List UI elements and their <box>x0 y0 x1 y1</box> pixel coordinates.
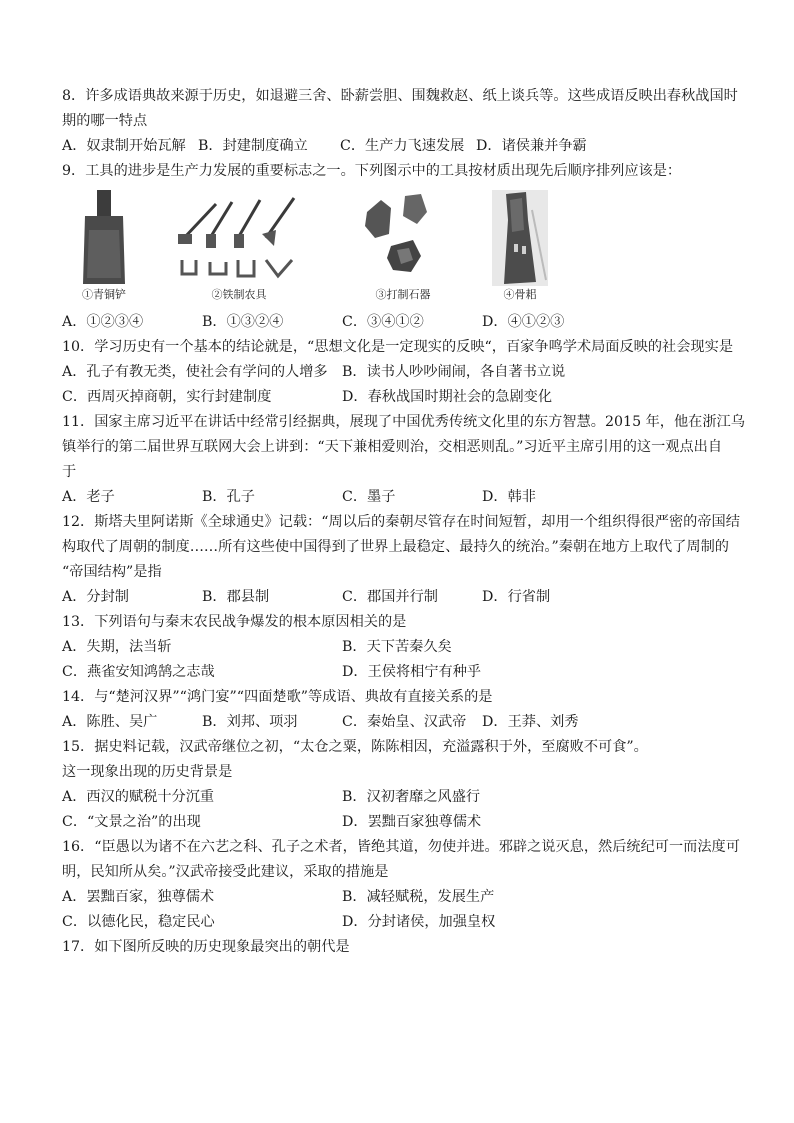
figure-chipped-stones <box>358 190 448 302</box>
option-a: A．奴隶制开始瓦解 <box>62 138 186 154</box>
option-d: D．诸侯兼并争霸 <box>476 138 587 154</box>
option-b: B．减轻赋税，发展生产 <box>342 889 495 905</box>
question-9 <box>62 159 734 335</box>
option-d: D．罢黜百家独尊儒术 <box>342 814 482 830</box>
option-d: D．王莽、刘秀 <box>482 714 579 730</box>
question-15-stem-line-1: 15．据史料记载，汉武帝继位之初，“太仓之粟，陈陈相因，充溢露积于外，至腐败不可食”。 <box>62 739 648 755</box>
question-12 <box>62 510 740 610</box>
question-11-stem-line-2: 镇举行的第二届世界互联网大会上讲到：“天下兼相爱则治，交相恶则乱。”习近平主席引用的这一观点出自 <box>62 439 723 455</box>
question-15-options-row-2 <box>62 810 734 835</box>
question-8-stem-line-1: 8．许多成语典故来源于历史，如退避三舍、卧薪尝胆、围魏救赵、纸上谈兵等。这些成语反映出春秋战国时 <box>62 88 738 104</box>
option-c: C．郡国并行制 <box>342 589 438 605</box>
question-16-stem-line-2: 明，民知所从矣。”汉武帝接受此建议，采取的措施是 <box>62 864 389 880</box>
question-13 <box>62 610 734 685</box>
tools-figure-row <box>62 190 734 310</box>
question-17 <box>62 935 734 960</box>
bronze-shovel-icon <box>81 190 127 286</box>
question-14-stem: 14．与“楚河汉界”“鸿门宴”“四面楚歌”等成语、典故有直接关系的是 <box>62 689 493 705</box>
option-a: A．分封制 <box>62 589 129 605</box>
option-a: A．陈胜、吴广 <box>62 714 158 730</box>
option-b: B．①③②④ <box>202 314 284 330</box>
option-b: B．孔子 <box>202 489 255 505</box>
option-c: C．燕雀安知鸿鹄之志哉 <box>62 664 215 680</box>
option-a: A．老子 <box>62 489 115 505</box>
option-b: B．郡县制 <box>202 589 270 605</box>
option-c: C．西周灭掉商朝，实行封建制度 <box>62 389 272 405</box>
option-c: C．③④①② <box>342 314 424 330</box>
bone-spade-icon <box>492 190 548 286</box>
option-d: D．行省制 <box>482 589 551 605</box>
option-b: B．汉初奢靡之风盛行 <box>342 789 481 805</box>
question-13-options-row-2 <box>62 660 734 685</box>
question-12-stem-line-3: “帝国结构”是指 <box>62 564 162 580</box>
question-8 <box>62 84 738 159</box>
option-c: C．秦始皇、汉武帝 <box>342 714 467 730</box>
question-13-stem: 13．下列语句与秦末农民战争爆发的根本原因相关的是 <box>62 614 407 630</box>
option-d: D．分封诸侯，加强皇权 <box>342 914 496 930</box>
chipped-stone-tools-icon <box>361 190 445 286</box>
question-10-options-row-1 <box>62 360 734 385</box>
question-11-stem-line-3: 于 <box>62 464 77 480</box>
option-d: D．春秋战国时期社会的急剧变化 <box>342 389 553 405</box>
question-16-options-row-2 <box>62 910 734 935</box>
question-12-stem-line-1: 12．斯塔夫里阿诺斯《全球通史》记载：“周以后的秦朝尽管存在时间短暂，却用一个组织得很严密的帝国结 <box>62 514 740 530</box>
figure-bone-spade <box>490 190 550 302</box>
question-15-options-row-1 <box>62 785 734 810</box>
option-b: B．刘邦、项羽 <box>202 714 298 730</box>
question-12-stem-line-2: 构取代了周朝的制度……所有这些使中国得到了世界上最稳定、最持久的统治。”秦朝在地方上取代了周制的 <box>62 539 729 555</box>
question-16-stem-line-1: 16．“臣愚以为诸不在六艺之科、孔子之术者，皆绝其道，勿使并进。邪辟之说灭息，然后统纪可一而法度可 <box>62 839 740 855</box>
figure-iron-tools <box>174 190 304 302</box>
question-9-stem: 9．工具的进步是生产力发展的重要标志之一。下列图示中的工具按材质出现先后顺序排列应该是： <box>62 163 682 179</box>
caption-bone-spade: ④骨耜 <box>503 288 537 301</box>
option-d: D．王侯将相宁有种乎 <box>342 664 482 680</box>
question-11-stem-line-1: 11．国家主席习近平在讲话中经常引经据典，展现了中国优秀传统文化里的东方智慧。2015 年，他在浙江乌 <box>62 414 745 430</box>
option-b: B．天下苦秦久矣 <box>342 639 452 655</box>
question-15 <box>62 735 734 835</box>
figure-bronze-shovel <box>76 190 132 302</box>
question-10-options-row-2 <box>62 385 734 410</box>
question-10-stem: 10．学习历史有一个基本的结论就是，“思想文化是一定现实的反映“，百家争鸣学术局面反映的社会现实是 <box>62 339 734 355</box>
option-c: C．以德化民，稳定民心 <box>62 914 215 930</box>
question-8-stem-line-2: 期的哪一特点 <box>62 113 148 129</box>
option-c: C．墨子 <box>342 489 396 505</box>
question-17-stem: 17．如下图所反映的历史现象最突出的朝代是 <box>62 939 350 955</box>
option-b: B．封建制度确立 <box>198 138 308 154</box>
caption-bronze-shovel: ①青铜铲 <box>82 288 126 301</box>
question-11 <box>62 410 745 510</box>
question-14-options <box>62 710 734 735</box>
question-13-options-row-1 <box>62 635 734 660</box>
option-d: D．④①②③ <box>482 314 565 330</box>
option-a: A．失期，法当斩 <box>62 639 172 655</box>
question-15-stem-line-2: 这一现象出现的历史背景是 <box>62 764 233 780</box>
option-a: A．罢黜百家，独尊儒术 <box>62 889 215 905</box>
option-b: B．读书人吵吵闹闹，各自著书立说 <box>342 364 566 380</box>
question-10 <box>62 335 734 410</box>
option-a: A．孔子有教无类，使社会有学问的人增多 <box>62 364 328 380</box>
exam-page <box>62 84 745 960</box>
option-c: C．“文景之治”的出现 <box>62 814 201 830</box>
question-12-options <box>62 585 734 610</box>
option-c: C．生产力飞速发展 <box>340 138 465 154</box>
caption-chipped-stones: ③打制石器 <box>375 288 431 301</box>
option-d: D．韩非 <box>482 489 536 505</box>
question-16 <box>62 835 740 935</box>
option-a: A．西汉的赋税十分沉重 <box>62 789 215 805</box>
question-16-options-row-1 <box>62 885 734 910</box>
caption-iron-tools: ②铁制农具 <box>211 288 267 301</box>
question-8-options <box>62 134 734 159</box>
question-14 <box>62 685 734 735</box>
iron-farm-tools-icon <box>176 190 302 286</box>
question-9-options <box>62 310 734 335</box>
question-11-options <box>62 485 734 510</box>
option-a: A．①②③④ <box>62 314 144 330</box>
